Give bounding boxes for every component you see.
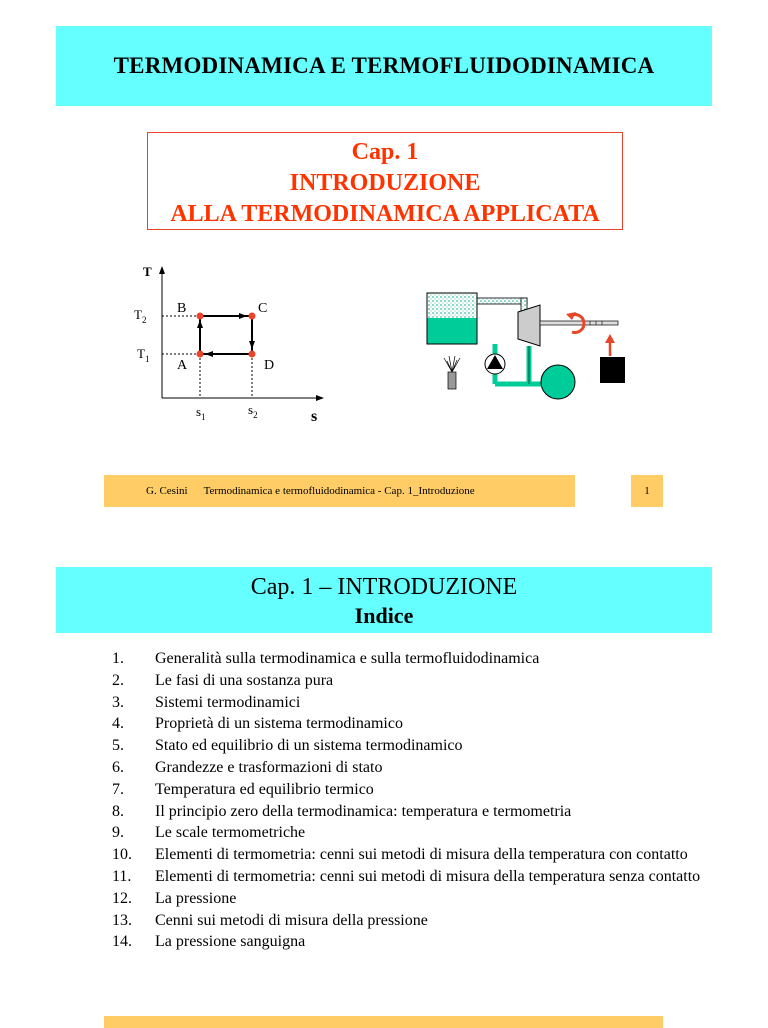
weight-block: [600, 357, 625, 383]
power-plant-schematic: [420, 288, 630, 408]
slide1-title-bar: [56, 26, 712, 106]
lift-arrowhead: [605, 334, 615, 343]
toc-item-text: Grandezze e trasformazioni di stato: [155, 758, 383, 776]
toc-item-number: 9.: [112, 824, 124, 842]
slide2-footer-strip: [104, 1016, 663, 1028]
point-b-label: B: [177, 301, 187, 316]
toc-item-number: 6.: [112, 758, 124, 776]
y-axis-arrow: [159, 266, 165, 274]
toc-item-number: 8.: [112, 802, 124, 820]
heat-source: [448, 372, 456, 389]
toc-item: [112, 670, 712, 692]
slide2-subtitle: Indice: [354, 603, 414, 628]
t2-label: $T_2$: [134, 307, 147, 325]
arrow-cd: [249, 341, 255, 349]
toc-item-text: La pressione: [155, 889, 237, 907]
x-axis-arrow: [316, 395, 324, 401]
page-number: 1: [644, 485, 650, 497]
rotation-arrowhead: [566, 312, 576, 320]
turbine-shaft: [540, 321, 618, 325]
footer-author: G. Cesini: [146, 485, 188, 497]
point-c-marker: [249, 313, 256, 320]
toc-item: [112, 713, 712, 735]
toc-item: [112, 735, 712, 757]
point-b-marker: [197, 313, 204, 320]
toc-item-number: 13.: [112, 911, 132, 929]
t1-label: $T_1$: [137, 346, 150, 364]
toc-item: [112, 888, 712, 910]
toc-item-number: 11.: [112, 867, 132, 885]
toc-item-number: 10.: [112, 846, 132, 864]
toc-item-number: 5.: [112, 737, 124, 755]
point-d-marker: [249, 351, 256, 358]
toc-item-text: Temperatura ed equilibrio termico: [155, 780, 374, 798]
s1-label: $s_1$: [196, 404, 206, 422]
toc-item-number: 12.: [112, 889, 132, 907]
toc-item: [112, 757, 712, 779]
toc-item: [112, 801, 712, 823]
chapter-title-line: INTRODUZIONE: [289, 170, 481, 196]
flame-icon: [444, 356, 460, 372]
toc-item-number: 14.: [112, 933, 132, 951]
toc-item-number: 4.: [112, 715, 124, 733]
toc-item-text: Generalità sulla termodinamica e sulla termofluidodinamica: [155, 650, 540, 667]
toc-item-text: Cenni sui metodi di misura della pressione: [155, 911, 428, 929]
chapter-number: Cap. 1: [351, 139, 419, 165]
turbine: [518, 305, 540, 346]
slide1-footer: [104, 475, 575, 507]
axis-x-label: s: [311, 408, 318, 425]
toc-item-number: 2.: [112, 671, 124, 689]
slide1-page-number-box: [631, 475, 663, 507]
steam-pipe-top: [477, 298, 527, 304]
toc-item-number: 3.: [112, 693, 124, 711]
chapter-subtitle-line: ALLA TERMODINAMICA APPLICATA: [170, 201, 600, 227]
toc-item-text: Le fasi di una sostanza pura: [155, 671, 334, 689]
toc-item: [112, 692, 712, 714]
slide2-title: Cap. 1 – INTRODUZIONE: [250, 574, 518, 600]
point-a-marker: [197, 351, 204, 358]
slide1-title: TERMODINAMICA E TERMOFLUIDODINAMICA: [113, 53, 655, 78]
toc-item-text: Le scale termometriche: [155, 824, 306, 842]
condenser: [541, 365, 575, 399]
toc-item: [112, 822, 712, 844]
toc-item: [112, 779, 712, 801]
toc-item: [112, 844, 712, 866]
s2-label: $s_2$: [248, 402, 258, 420]
toc-item-number: 1.: [112, 650, 124, 667]
toc-item-text: Sistemi termodinamici: [155, 693, 301, 711]
ts-cycle-diagram: [125, 258, 340, 433]
toc-item: [112, 648, 712, 670]
axis-y-label: T: [143, 264, 152, 279]
toc-item-text: Proprietà di un sistema termodinamico: [155, 715, 403, 733]
chapter-title-box: [147, 132, 623, 230]
toc-item: [112, 910, 712, 932]
toc-item-text: Elementi di termometria: cenni sui metodi di misura della temperatura senza contatto: [155, 867, 701, 885]
arrow-ab: [197, 320, 203, 328]
toc-item-text: La pressione sanguigna: [155, 933, 306, 951]
boiler-water: [428, 318, 477, 344]
point-c-label: C: [258, 301, 268, 316]
toc-item-number: 7.: [112, 780, 124, 798]
footer-course: Termodinamica e termofluidodinamica - Cap. 1_Introduzione: [203, 485, 475, 497]
arrow-bc: [239, 313, 247, 319]
point-a-label: A: [177, 358, 188, 373]
toc-item: [112, 931, 712, 953]
arrow-da: [205, 351, 213, 357]
table-of-contents: [112, 648, 712, 953]
boiler-steam: [428, 294, 477, 318]
toc-item-text: Elementi di termometria: cenni sui metodi di misura della temperatura con contatto: [155, 846, 688, 864]
slide2-title-bar: [56, 567, 712, 633]
toc-item-text: Il principio zero della termodinamica: temperatura e termometria: [155, 802, 572, 820]
point-d-label: D: [264, 358, 275, 373]
toc-item-text: Stato ed equilibrio di un sistema termodinamico: [155, 737, 463, 755]
toc-item: [112, 866, 712, 888]
